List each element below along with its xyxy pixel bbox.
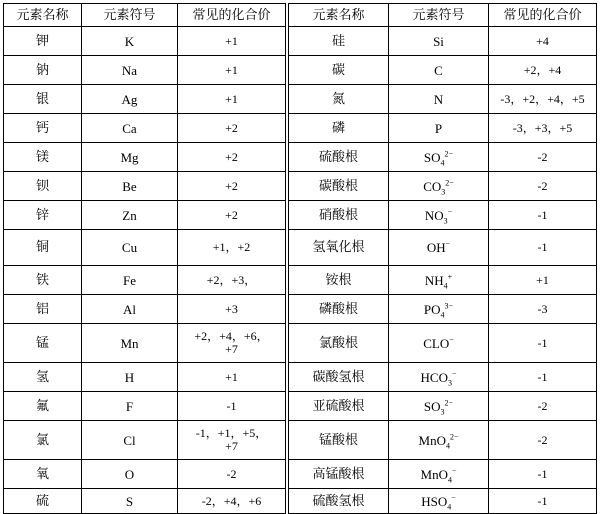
element-name: 氢 — [4, 363, 82, 392]
radical-formula — [389, 460, 489, 489]
element-name: 钙 — [4, 114, 82, 143]
formula-base: CO — [423, 178, 442, 194]
table-header-row — [4, 4, 286, 27]
element-valence: +4 — [489, 27, 597, 56]
radical-name: 碳酸根 — [289, 172, 389, 201]
element-name: 氧 — [4, 460, 82, 489]
formula-base: SO — [423, 398, 441, 414]
valence-line-1: +2，+4，+6， — [194, 329, 269, 343]
radical-formula — [389, 421, 489, 460]
radical-valence: -1 — [489, 460, 597, 489]
table-row — [289, 56, 597, 85]
element-name: 钡 — [4, 172, 82, 201]
table-row — [289, 266, 597, 295]
radical-formula — [389, 489, 489, 514]
element-valence: -1 — [178, 392, 286, 421]
radical-valence: -3 — [489, 295, 597, 324]
formula-base: PO — [423, 301, 441, 317]
formula-base: OH — [426, 240, 446, 255]
radical-name: 高锰酸根 — [289, 460, 389, 489]
element-valence: +1 — [178, 363, 286, 392]
radical-formula — [389, 295, 489, 324]
header-element-symbol: 元素符号 — [82, 4, 178, 27]
element-name: 氮 — [289, 85, 389, 114]
element-name: 锌 — [4, 201, 82, 230]
formula-charge: − — [451, 466, 457, 476]
element-valence — [178, 324, 286, 363]
formula-subscript: 3 — [443, 216, 448, 226]
radical-formula — [389, 201, 489, 230]
element-valence: -2 — [178, 460, 286, 489]
valence-line-2: +7 — [225, 439, 238, 453]
radical-name: 氢氧化根 — [289, 230, 389, 266]
element-symbol: P — [389, 114, 489, 143]
table-row — [289, 172, 597, 201]
table-row — [289, 85, 597, 114]
table-row — [4, 85, 286, 114]
table-row — [4, 489, 286, 514]
formula-base: MnO — [418, 432, 446, 448]
radical-name: 锰酸根 — [289, 421, 389, 460]
table-row — [4, 295, 286, 324]
formula-base: NH — [424, 272, 444, 288]
radical-valence: -1 — [489, 363, 597, 392]
table-row — [4, 266, 286, 295]
table-row — [289, 295, 597, 324]
element-name: 钠 — [4, 56, 82, 85]
radical-valence: -2 — [489, 172, 597, 201]
formula-subscript: 4 — [440, 158, 445, 168]
radical-valence: -2 — [489, 143, 597, 172]
table-row — [289, 460, 597, 489]
table-row — [289, 201, 597, 230]
element-symbol: Si — [389, 27, 489, 56]
element-symbol: H — [82, 363, 178, 392]
radical-formula — [389, 363, 489, 392]
header-valence: 常见的化合价 — [489, 4, 597, 27]
formula-charge: 2− — [444, 149, 454, 159]
element-symbol: Fe — [82, 266, 178, 295]
radical-valence: -2 — [489, 421, 597, 460]
element-symbol: K — [82, 27, 178, 56]
formula-subscript: 3 — [447, 378, 452, 388]
formula-base: SO — [423, 149, 441, 165]
table-row — [289, 27, 597, 56]
element-name: 铜 — [4, 230, 82, 266]
table-row — [289, 324, 597, 363]
formula-base: CLO — [423, 335, 450, 351]
radical-name: 磷酸根 — [289, 295, 389, 324]
formula-subscript: 4 — [443, 281, 448, 291]
formula-subscript: 4 — [447, 475, 452, 485]
element-symbol: Mn — [82, 324, 178, 363]
table-row — [4, 421, 286, 460]
header-element-symbol: 元素符号 — [389, 4, 489, 27]
header-element-name: 元素名称 — [4, 4, 82, 27]
radical-name: 硫酸氢根 — [289, 489, 389, 514]
element-valence: +1 — [178, 85, 286, 114]
radical-name: 碳酸氢根 — [289, 363, 389, 392]
radical-name: 硫酸根 — [289, 143, 389, 172]
header-element-name: 元素名称 — [289, 4, 389, 27]
formula-charge: − — [447, 207, 453, 217]
valence-line-1: -1，+1，+5， — [195, 426, 268, 440]
element-name: 氯 — [4, 421, 82, 460]
formula-base: HSO — [421, 493, 448, 509]
table-row — [4, 172, 286, 201]
formula-subscript: 4 — [447, 502, 452, 512]
radical-valence: +1 — [489, 266, 597, 295]
element-valence: -2，+4，+6 — [178, 489, 286, 514]
element-symbol: Mg — [82, 143, 178, 172]
radical-valence: -2 — [489, 392, 597, 421]
element-valence: +1，+2 — [178, 230, 286, 266]
formula-base: HCO — [420, 369, 448, 385]
element-valence: +2 — [178, 201, 286, 230]
formula-charge: − — [451, 369, 457, 379]
element-symbol: Ag — [82, 85, 178, 114]
element-valence: -3，+2，+4，+5 — [489, 85, 597, 114]
formula-charge: 2− — [444, 398, 454, 408]
table-row — [289, 489, 597, 514]
formula-charge: − — [445, 239, 451, 249]
radical-name: 铵根 — [289, 266, 389, 295]
radical-formula — [389, 230, 489, 266]
table-row — [4, 392, 286, 421]
element-valence: +1 — [178, 56, 286, 85]
table-row — [4, 201, 286, 230]
element-valence: +3 — [178, 295, 286, 324]
radical-valence: -1 — [489, 230, 597, 266]
element-valence: +2 — [178, 172, 286, 201]
formula-charge: − — [449, 335, 454, 345]
element-symbol: Zn — [82, 201, 178, 230]
formula-subscript: 3 — [441, 187, 446, 197]
table-row — [289, 143, 597, 172]
element-name: 铁 — [4, 266, 82, 295]
radical-valence: -1 — [489, 489, 597, 514]
element-valence: -3，+3，+5 — [489, 114, 597, 143]
radical-formula — [389, 324, 489, 363]
formula-subscript: 3 — [440, 407, 445, 417]
header-valence: 常见的化合价 — [178, 4, 286, 27]
table-row — [4, 56, 286, 85]
formula-charge: 2− — [445, 178, 454, 188]
element-valence: +2 — [178, 114, 286, 143]
radical-name: 亚硫酸根 — [289, 392, 389, 421]
table-row — [289, 392, 597, 421]
element-symbol: N — [389, 85, 489, 114]
element-name: 磷 — [289, 114, 389, 143]
element-symbol: Ca — [82, 114, 178, 143]
formula-subscript: 4 — [445, 441, 450, 451]
element-symbol: S — [82, 489, 178, 514]
table-row — [289, 230, 597, 266]
formula-charge: 3− — [444, 301, 454, 311]
element-symbol: Be — [82, 172, 178, 201]
element-valence: +1 — [178, 27, 286, 56]
radical-name: 氯酸根 — [289, 324, 389, 363]
radical-formula — [389, 392, 489, 421]
table-row — [289, 363, 597, 392]
formula-subscript: 4 — [440, 310, 445, 320]
table-row — [289, 114, 597, 143]
element-symbol: Na — [82, 56, 178, 85]
formula-charge: − — [451, 493, 456, 503]
table-row — [4, 27, 286, 56]
table-row — [4, 143, 286, 172]
formula-base: MnO — [420, 466, 448, 482]
formula-charge: + — [447, 272, 453, 282]
radicals-valence-table — [288, 3, 597, 514]
element-symbol: C — [389, 56, 489, 85]
element-symbol: Cu — [82, 230, 178, 266]
element-valence: +2，+3， — [178, 266, 286, 295]
radical-formula — [389, 266, 489, 295]
element-name: 银 — [4, 85, 82, 114]
elements-valence-table — [3, 3, 286, 514]
radical-formula — [389, 172, 489, 201]
table-row — [4, 460, 286, 489]
radical-valence: -1 — [489, 324, 597, 363]
element-symbol: Al — [82, 295, 178, 324]
element-symbol: O — [82, 460, 178, 489]
element-valence — [178, 421, 286, 460]
element-name: 碳 — [289, 56, 389, 85]
radical-name: 硝酸根 — [289, 201, 389, 230]
element-name: 硅 — [289, 27, 389, 56]
radical-valence: -1 — [489, 201, 597, 230]
table-header-row — [289, 4, 597, 27]
element-name: 氟 — [4, 392, 82, 421]
element-symbol: F — [82, 392, 178, 421]
element-name: 镁 — [4, 143, 82, 172]
formula-base: NO — [424, 207, 444, 223]
table-row — [4, 230, 286, 266]
element-name: 硫 — [4, 489, 82, 514]
element-valence: +2，+4 — [489, 56, 597, 85]
element-valence: +2 — [178, 143, 286, 172]
table-row — [4, 363, 286, 392]
element-symbol: Cl — [82, 421, 178, 460]
radical-formula — [389, 143, 489, 172]
table-row — [4, 114, 286, 143]
formula-charge: 2− — [449, 432, 459, 442]
element-name: 铝 — [4, 295, 82, 324]
table-row — [4, 324, 286, 363]
element-name: 锰 — [4, 324, 82, 363]
valence-line-2: +7 — [225, 342, 238, 356]
table-row — [289, 421, 597, 460]
element-name: 钾 — [4, 27, 82, 56]
